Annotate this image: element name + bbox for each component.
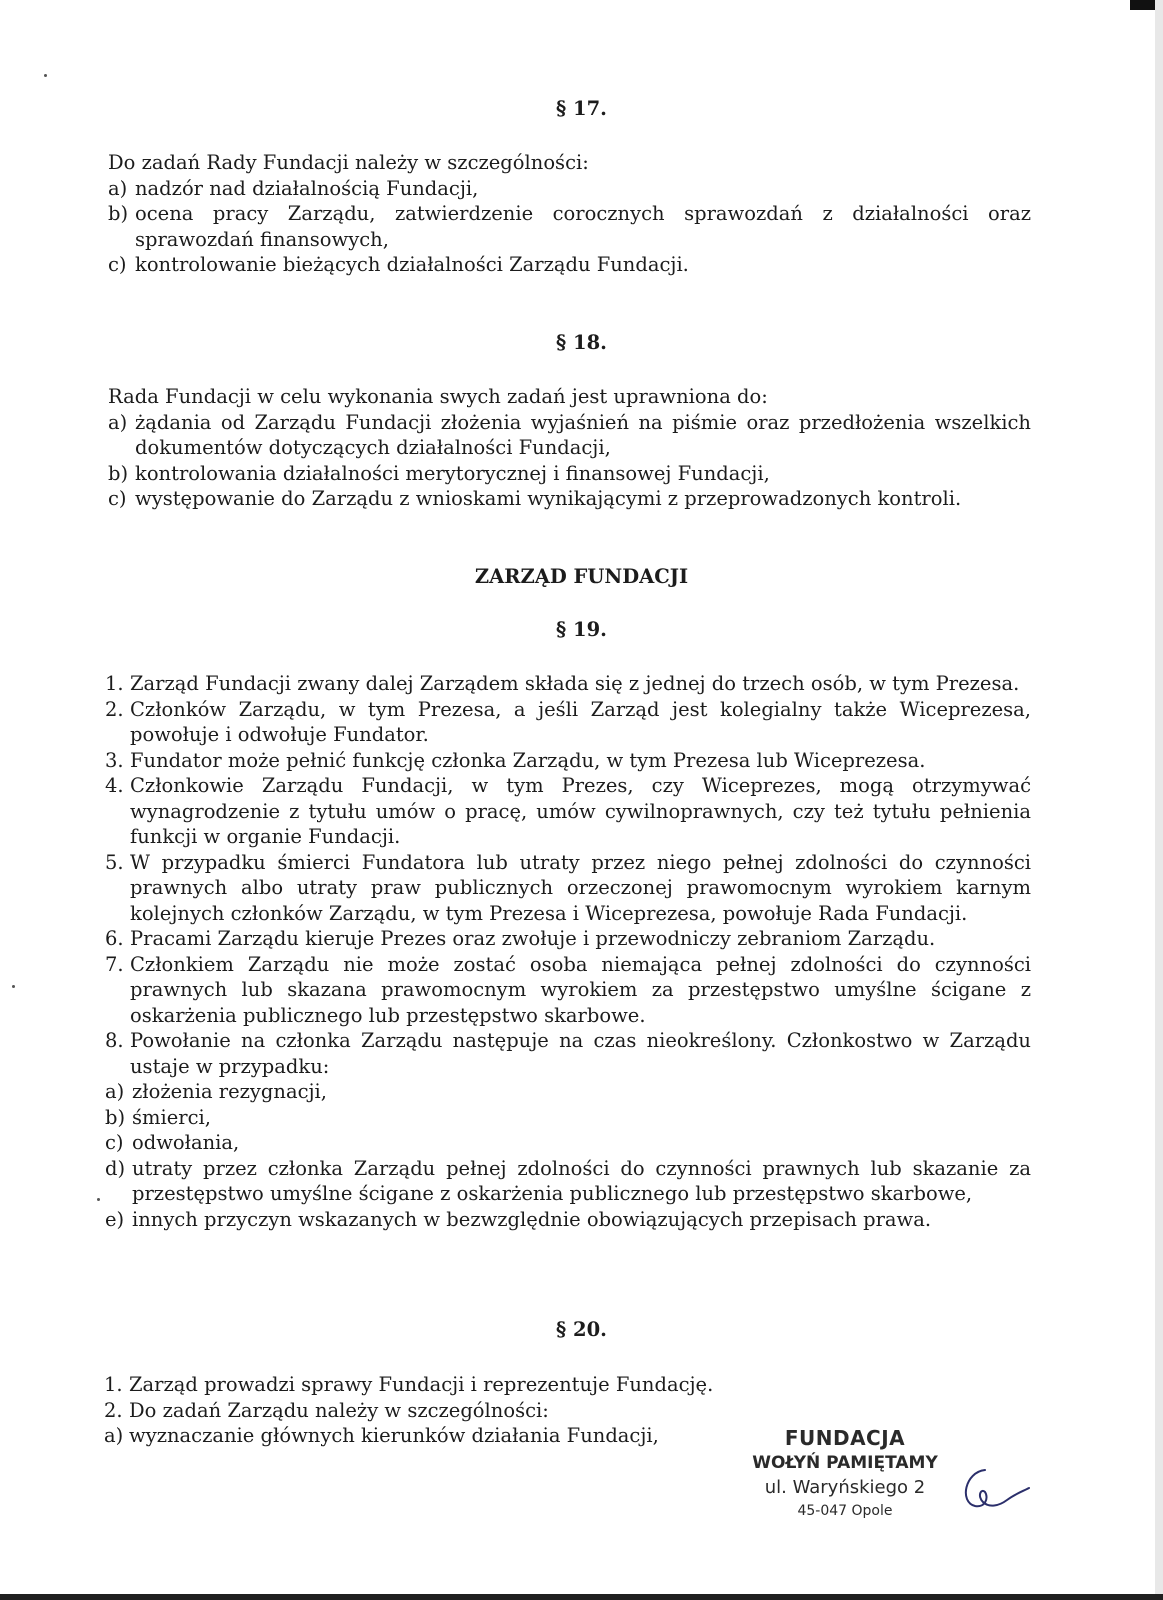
list-subitem [105, 1207, 1031, 1233]
scan-speck [12, 985, 15, 988]
item-label: 1. [104, 1373, 123, 1396]
section-18-heading: § 18. [556, 331, 607, 354]
list-item [104, 1372, 744, 1398]
item-text: Pracami Zarządu kieruje Prezes oraz zwołuje i przewodniczy zebraniom Zarządu. [130, 927, 936, 950]
item-text: złożenia rezygnacji, [132, 1080, 327, 1103]
list-item [108, 461, 1031, 487]
item-label: 1. [105, 672, 124, 695]
item-text: Członków Zarządu, w tym Prezesa, a jeśli Zarząd jest kolegialny także Wiceprezesa, powołuje i odwołuje Fundator. [130, 697, 1031, 746]
section-17-intro: Do zadań Rady Fundacji należy w szczególności: [108, 151, 589, 174]
item-label: b) [105, 1105, 126, 1129]
item-label: 4. [105, 774, 124, 797]
section-18-body [108, 384, 1031, 512]
list-item [105, 850, 1031, 927]
item-text: występowanie do Zarządu z wnioskami wynikającymi z przeprowadzonych kontroli. [135, 487, 962, 510]
list-subitem [105, 1130, 1031, 1156]
item-label: a) [108, 176, 128, 200]
section-20-body [104, 1372, 744, 1449]
item-text: ocena pracy Zarządu, zatwierdzenie corocznych sprawozdań z działalności oraz sprawozdań finansowych, [135, 202, 1031, 251]
item-text: Zarząd prowadzi sprawy Fundacji i reprezentuje Fundację. [129, 1373, 714, 1396]
list-item [105, 1028, 1031, 1079]
list-item [104, 1398, 744, 1424]
item-text: Do zadań Zarządu należy w szczególności: [129, 1398, 549, 1422]
list-subitem [104, 1423, 744, 1449]
section-19-body [105, 671, 1031, 1232]
scan-edge-bottom [0, 1594, 1163, 1600]
list-item [105, 773, 1031, 850]
list-item [108, 201, 1031, 252]
foundation-stamp [715, 1425, 975, 1521]
zarzad-heading: ZARZĄD FUNDACJI [474, 565, 689, 588]
list-item [108, 176, 1031, 202]
list-item [108, 410, 1031, 461]
item-label: c) [108, 253, 127, 276]
stamp-line-2: WOŁYŃ PAMIĘTAMY [752, 1453, 938, 1473]
list-subitem [105, 1156, 1031, 1207]
item-text: nadzór nad działalnością Fundacji, [135, 176, 479, 200]
section-20-heading: § 20. [556, 1318, 607, 1341]
item-label: 2. [105, 697, 124, 721]
item-text: W przypadku śmierci Fundatora lub utraty przez niego pełnej zdolności do czynności prawnych albo utraty praw publicznych orzeczonej prawomocnym wyrokiem karnym kolejnych członków Zarządu, w tym Prezesa i Wiceprezesa, powołuje Rada Fundacji. [130, 850, 1031, 925]
item-text: kontrolowanie bieżących działalności Zarządu Fundacji. [135, 253, 689, 276]
item-text: utraty przez członka Zarządu pełnej zdolności do czynności prawnych lub skazanie za przestępstwo umyślne ścigane z oskarżenia publicznego lub przestępstwo skarbowe, [132, 1156, 1031, 1205]
item-text: żądania od Zarządu Fundacji złożenia wyjaśnień na piśmie oraz przedłożenia wszelkich dokumentów dotyczących działalności Fundacji, [135, 410, 1031, 459]
item-text: Powołanie na członka Zarządu następuje na czas nieokreślony. Członkostwo w Zarządu ustaje w przypadku: [130, 1029, 1031, 1078]
list-item [108, 486, 1031, 512]
item-label: c) [108, 487, 127, 510]
item-text: śmierci, [132, 1105, 211, 1129]
item-text: odwołania, [132, 1131, 240, 1154]
stamp-line-4: 45-047 Opole [797, 1503, 893, 1519]
scan-speck [44, 74, 47, 77]
section-19-heading: § 19. [556, 618, 607, 641]
list-subitem [105, 1105, 1031, 1131]
list-item [105, 952, 1031, 1029]
list-subitem [105, 1079, 1031, 1105]
item-label: a) [105, 1080, 125, 1103]
section-18-intro: Rada Fundacji w celu wykonania swych zadań jest uprawniona do: [108, 385, 768, 408]
section-17-heading: § 17. [556, 97, 607, 120]
item-text: wyznaczanie głównych kierunków działania Fundacji, [129, 1424, 659, 1447]
item-label: b) [108, 461, 129, 485]
item-label: 2. [104, 1398, 123, 1422]
section-17-body [108, 150, 1031, 278]
list-item [105, 697, 1031, 748]
stamp-line-1: FUNDACJA [784, 1426, 906, 1450]
item-label: a) [108, 410, 128, 434]
scan-speck [97, 1198, 100, 1201]
item-text: kontrolowania działalności merytorycznej i finansowej Fundacji, [135, 461, 770, 485]
list-item [105, 926, 1031, 952]
item-label: c) [105, 1131, 124, 1154]
handwritten-signature [955, 1462, 1035, 1522]
item-label: 3. [105, 748, 124, 772]
item-text: Członkiem Zarządu nie może zostać osoba niemająca pełnej zdolności do czynności prawnych lub skazana prawomocnym wyrokiem za przestępstwo umyślne ścigane z oskarżenia publicznego lub przestępstwo skarbowe. [130, 952, 1031, 1027]
item-text: Członkowie Zarządu Fundacji, w tym Prezes, czy Wiceprezes, mogą otrzymywać wynagrodzenie z tytułu umów o pracę, umów cywilnoprawnych, czy też tytułu pełnienia funkcji w organie Fundacji. [130, 774, 1031, 848]
list-item [105, 671, 1031, 697]
item-text: Fundator może pełnić funkcję członka Zarządu, w tym Prezesa lub Wiceprezesa. [130, 748, 926, 772]
item-label: 5. [105, 850, 124, 874]
item-label: 8. [105, 1029, 124, 1052]
scan-edge-right [1155, 0, 1163, 1600]
item-label: 6. [105, 927, 124, 950]
stamp-line-3: ul. Waryńskiego 2 [764, 1477, 926, 1498]
item-label: b) [108, 202, 129, 225]
list-item [105, 748, 1031, 774]
item-label: a) [104, 1424, 124, 1447]
item-label: d) [105, 1156, 126, 1180]
item-text: innych przyczyn wskazanych w bezwzględnie obowiązujących przepisach prawa. [132, 1207, 932, 1231]
item-text: Zarząd Fundacji zwany dalej Zarządem składa się z jednej do trzech osób, w tym Prezesa. [130, 672, 1020, 695]
item-label: e) [105, 1207, 125, 1231]
list-item [108, 252, 1031, 278]
item-label: 7. [105, 952, 124, 976]
